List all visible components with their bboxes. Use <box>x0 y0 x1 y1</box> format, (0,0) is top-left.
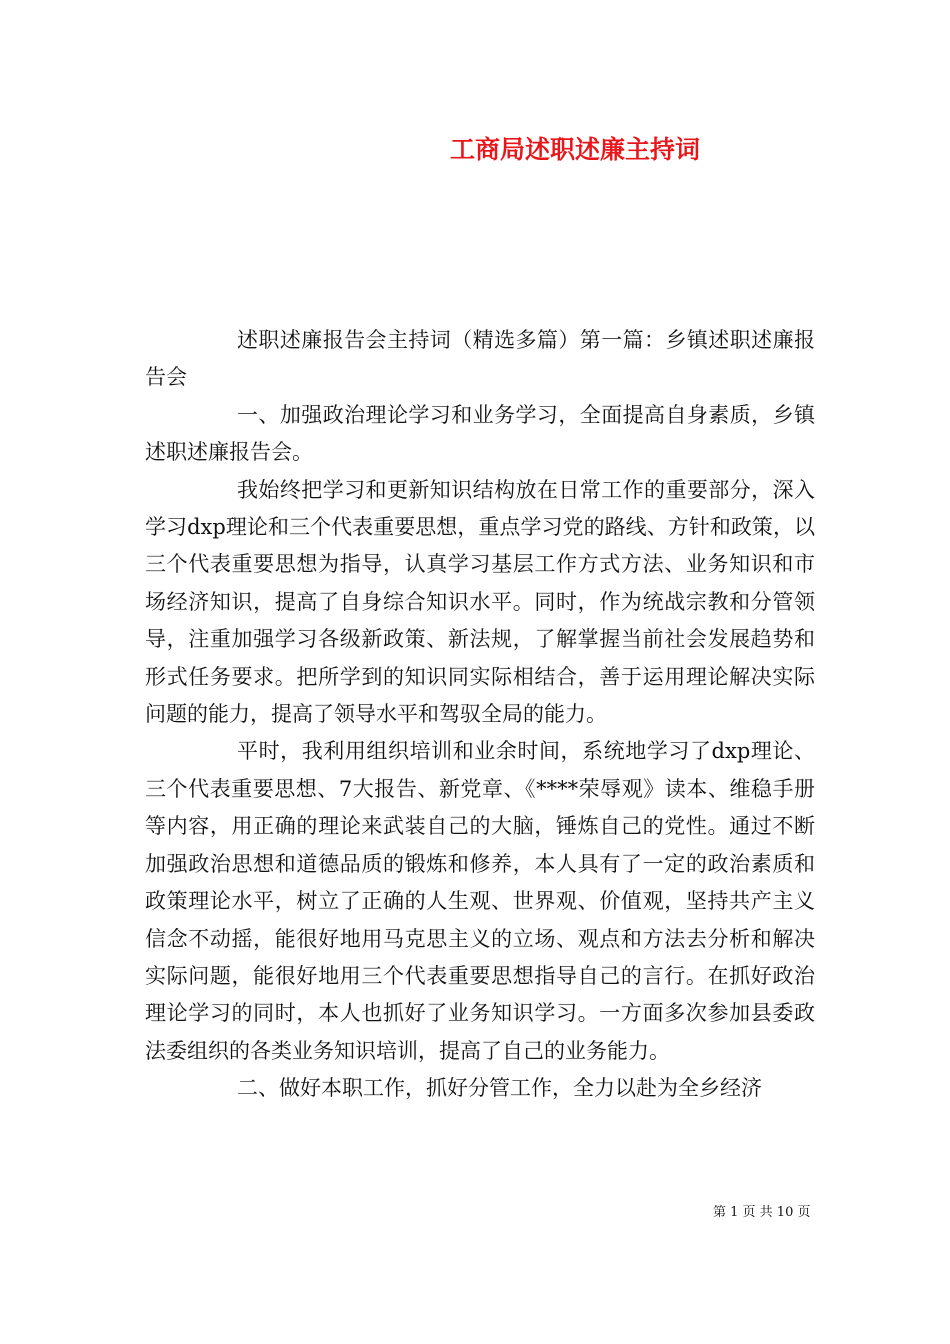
document-title: 工商局述职述廉主持词 <box>450 135 701 164</box>
document-body <box>145 322 815 1108</box>
paragraph-section-two: 二、做好本职工作，抓好分管工作，全力以赴为全乡经济 <box>237 1076 762 1101</box>
paragraph-study: 我始终把学习和更新知识结构放在日常工作的重要部分，深入学习dxp理论和三个代表重要思想，重点学习党的路线、方针和政策，以三个代表重要思想为指导，认真学习基层工作方式方法、业务知识和市场经济知识，提高了自身综合知识水平。同时，作为统战宗教和分管领导，注重加强学习各级新政策、新法规，了解掌握当前社会发展趋势和形式任务要求。把所学到的知识同实际相结合，善于运用理论解决实际问题的能力，提高了领导水平和驾驭全局的能力。 <box>145 477 815 727</box>
paragraph-section-one: 一、加强政治理论学习和业务学习，全面提高自身素质，乡镇述职述廉报告会。 <box>145 402 815 465</box>
paragraph-training: 平时，我利用组织培训和业余时间，系统地学习了dxp理论、三个代表重要思想、7大报告、新党章、《****荣辱观》读本、维稳手册等内容，用正确的理论来武装自己的大脑，锤炼自己的党性。通过不断加强政治思想和道德品质的锻炼和修养，本人具有了一定的政治素质和政策理论水平，树立了正确的人生观、世界观、价值观，坚持共产主义信念不动摇，能很好地用马克思主义的立场、观点和方法去分析和解决实际问题，能很好地用三个代表重要思想指导自己的言行。在抓好政治理论学习的同时，本人也抓好了业务知识学习。一方面多次参加县委政法委组织的各类业务知识培训，提高了自己的业务能力。 <box>145 739 815 1063</box>
page-number-footer: 第 1 页 共 10 页 <box>713 1205 811 1220</box>
paragraph-intro: 述职述廉报告会主持词（精选多篇）第一篇：乡镇述职述廉报告会 <box>145 328 815 390</box>
